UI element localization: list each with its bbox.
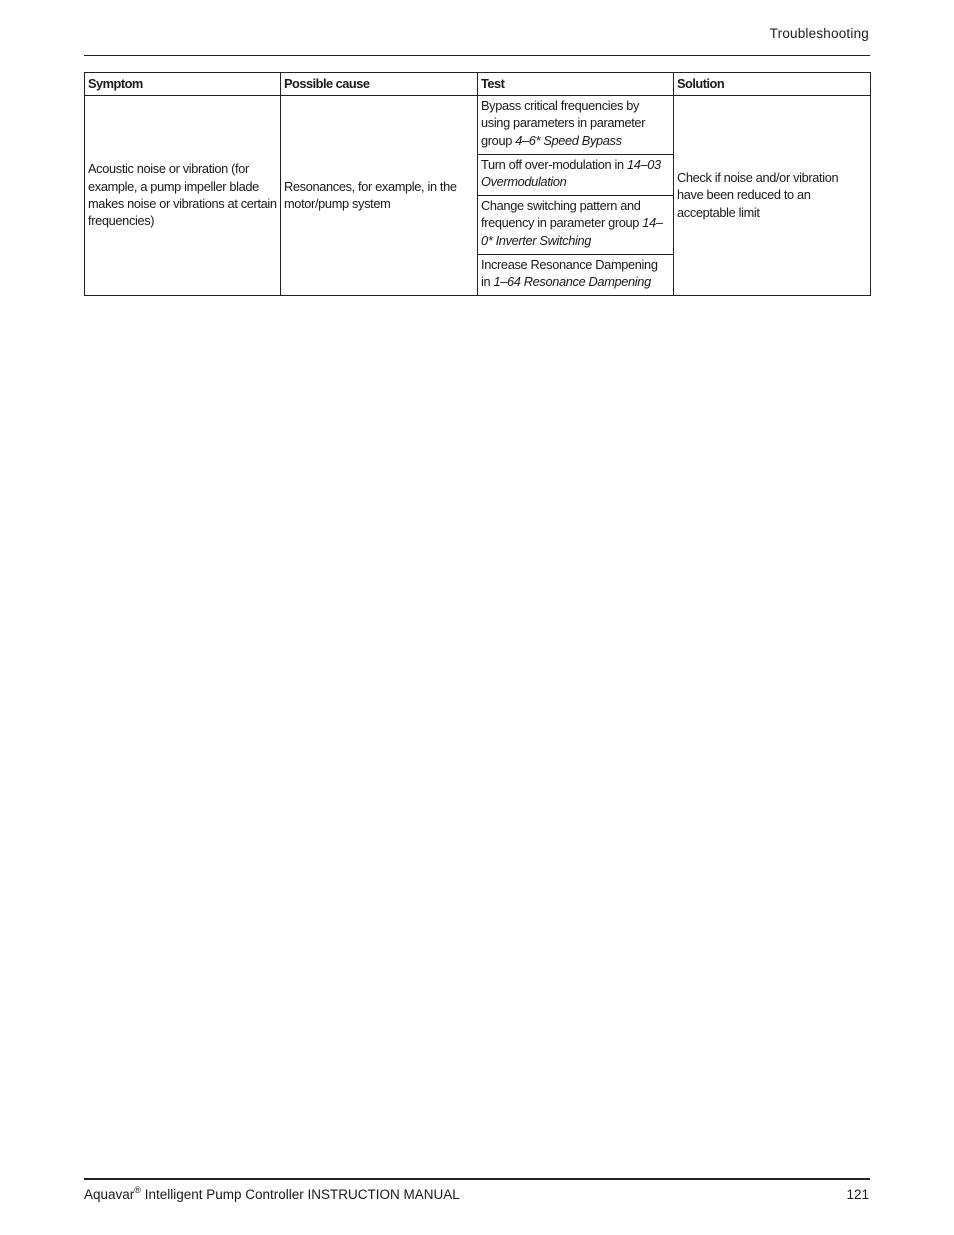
test-cell (478, 196, 674, 255)
solution-cell: Check if noise and/or vibration have been reduced to an acceptable limit (674, 96, 871, 296)
test-parameter: 14–0* Inverter Switching (481, 215, 663, 248)
test-cell (478, 255, 674, 296)
test-parameter: 4–6* Speed Bypass (515, 132, 622, 148)
test-parameter: 14–03 Overmodulation (481, 157, 661, 190)
symptom-cell: Acoustic noise or vibration (for example, a pump impeller blade makes noise or vibrations at certain frequencies) (85, 96, 281, 296)
footer-brand: Aquavar (84, 1187, 135, 1202)
column-header-possible-cause: Possible cause (281, 73, 478, 96)
running-head-section: Troubleshooting (769, 26, 869, 41)
column-header-test: Test (478, 73, 674, 96)
test-text: Increase Resonance Dampening in (481, 257, 658, 290)
column-header-solution: Solution (674, 73, 871, 96)
test-text: Change switching pattern and frequency in parameter group (481, 198, 643, 231)
troubleshooting-table (84, 72, 871, 296)
test-text: Bypass critical frequencies by using parameters in parameter group (481, 98, 646, 148)
header-rule (84, 55, 870, 56)
footer-title-text: Intelligent Pump Controller INSTRUCTION MANUAL (140, 1187, 460, 1202)
registered-mark: ® (134, 1185, 141, 1195)
column-header-symptom: Symptom (85, 73, 281, 96)
test-parameter: 1–64 Resonance Dampening (493, 274, 651, 290)
page-number: 121 (846, 1187, 869, 1202)
test-text: Turn off over-modulation in (481, 157, 627, 172)
possible-cause-cell: Resonances, for example, in the motor/pump system (281, 96, 478, 296)
test-cell (478, 155, 674, 196)
footer-manual-title (84, 1187, 460, 1202)
footer-rule (84, 1178, 870, 1180)
table-row (85, 96, 871, 155)
test-cell (478, 96, 674, 155)
table-header-row (85, 73, 871, 96)
